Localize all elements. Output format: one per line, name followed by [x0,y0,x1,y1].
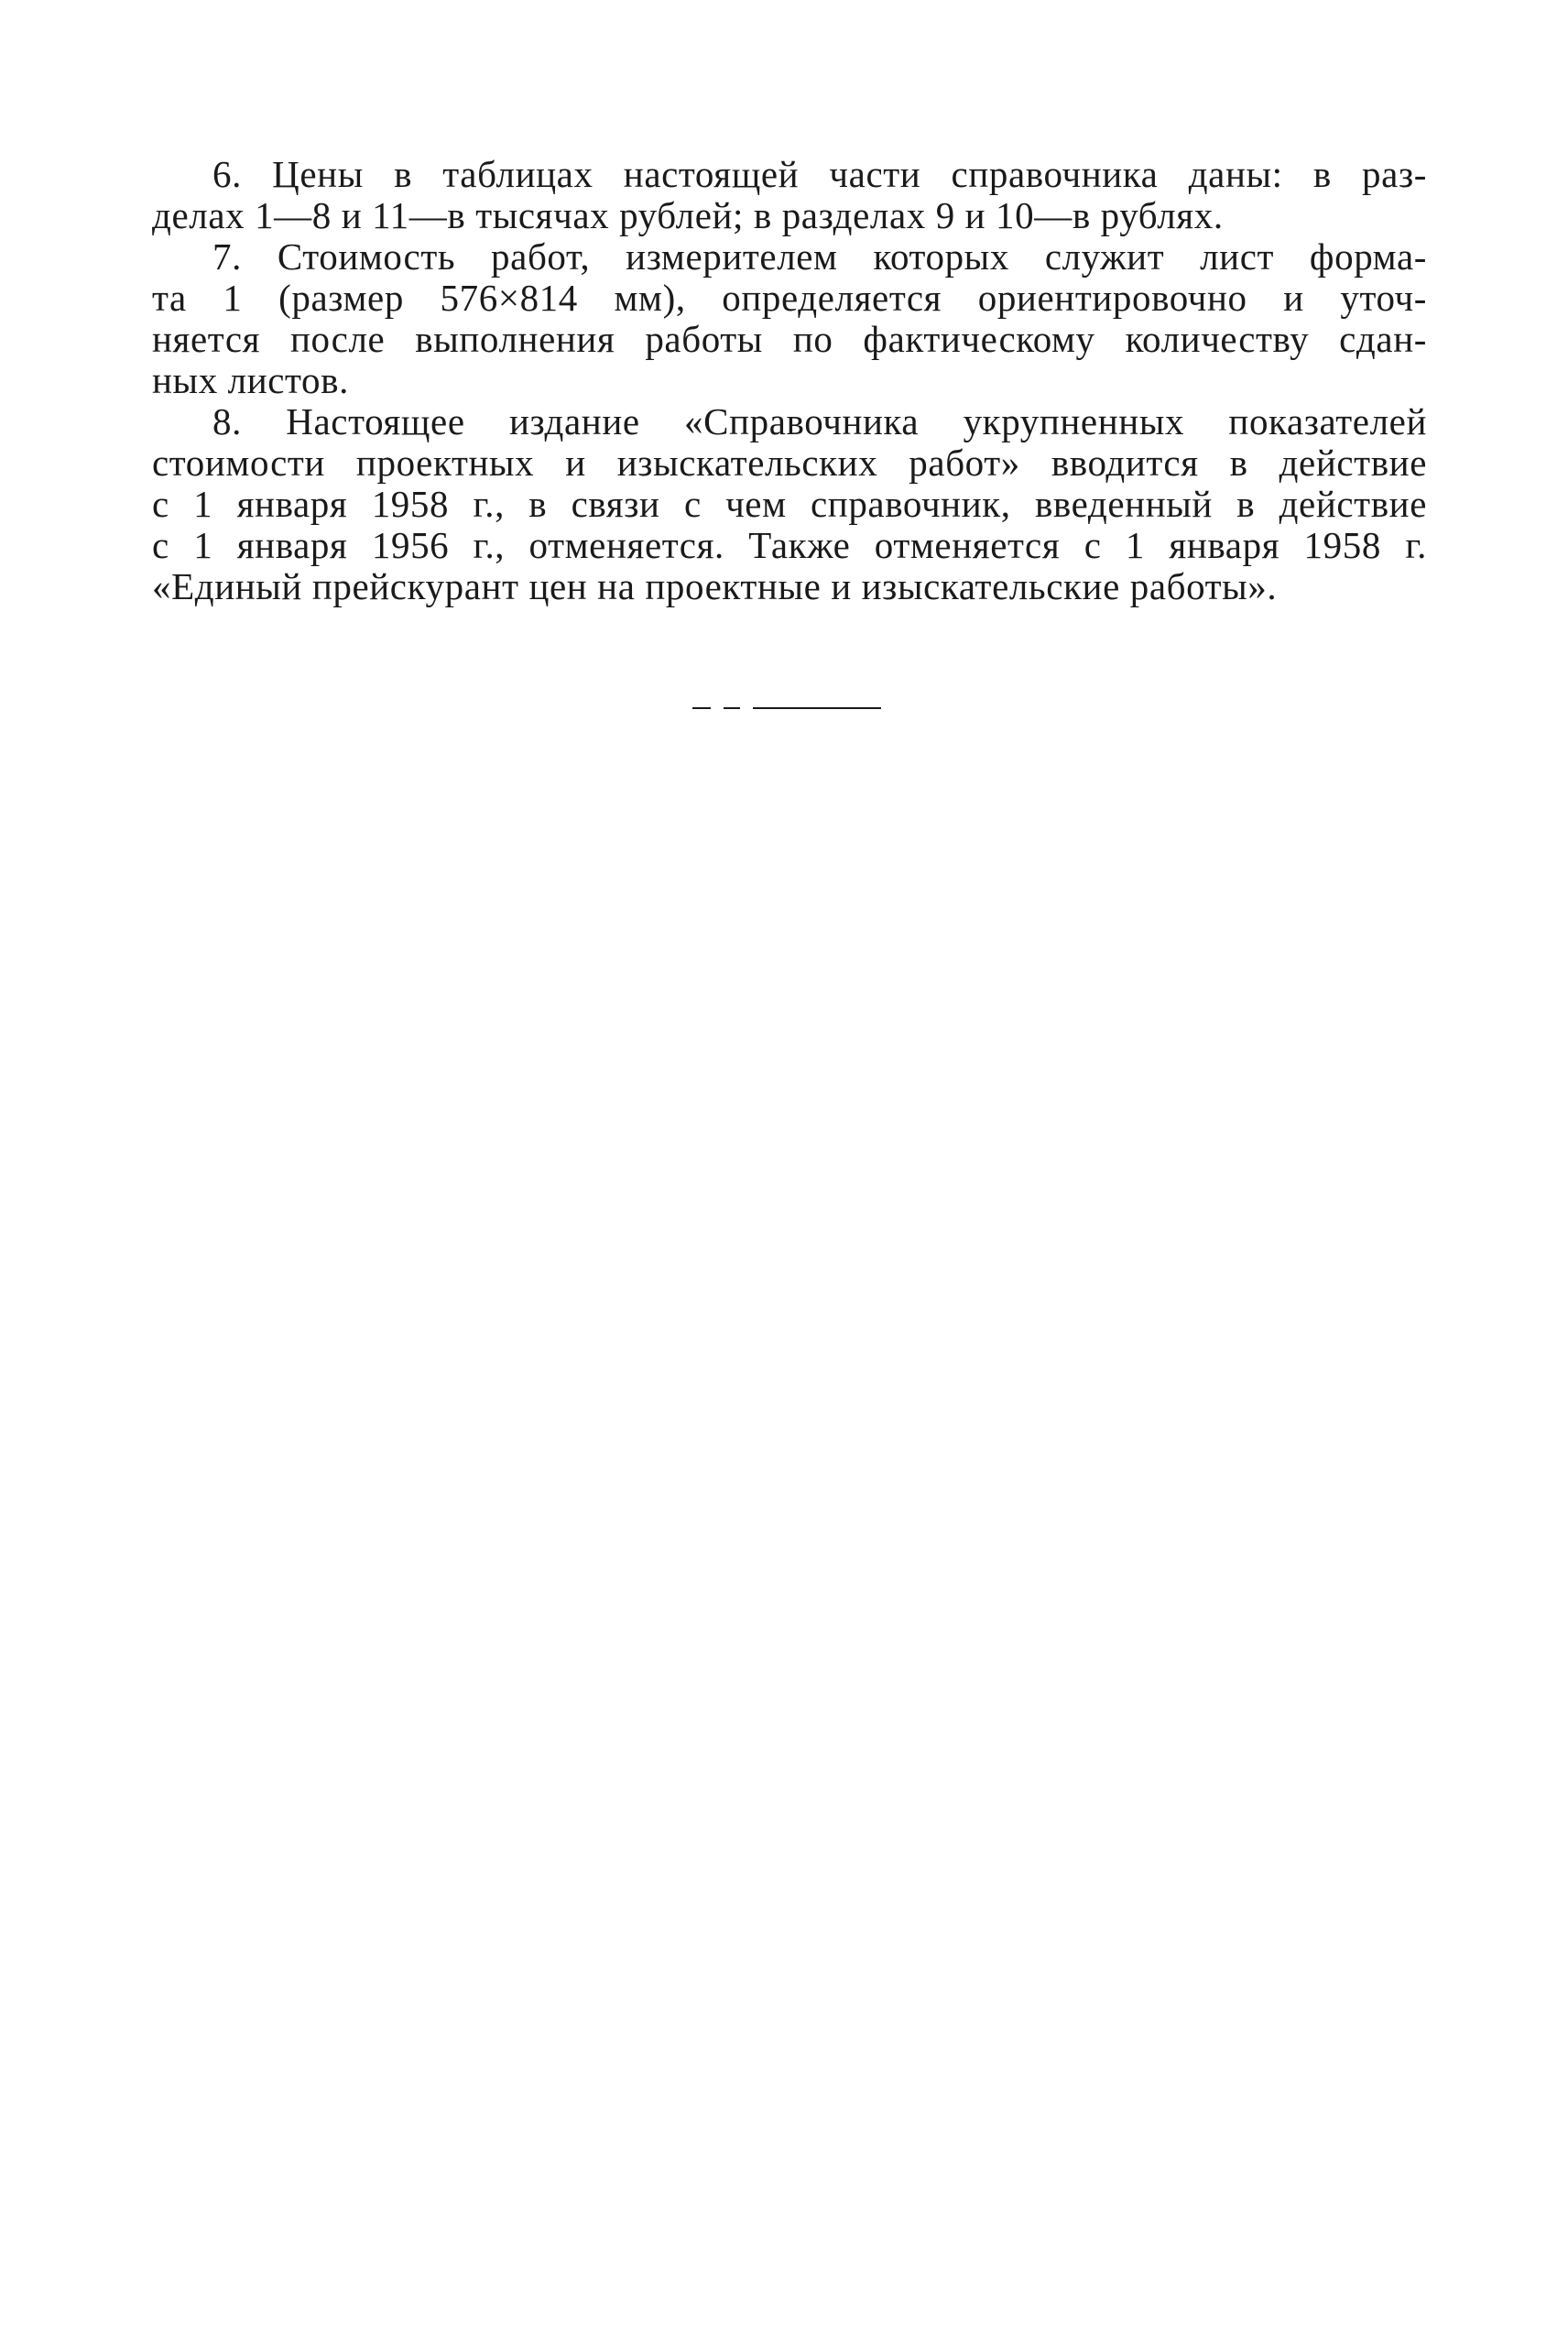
paragraph-line: 7. Стоимость работ, измерителем которых служит лист форма- [212,235,1427,278]
paragraph-line: с 1 января 1958 г., в связи с чем справочник, введенный в действие [152,483,1427,525]
end-rule [692,707,881,709]
paragraph-line: стоимости проектных и изыскательских работ» вводится в действие [152,442,1427,484]
paragraph-7 [152,236,1427,401]
paragraph-line: с 1 января 1956 г., отменяется. Также отменяется с 1 января 1958 г. [152,524,1427,566]
body-text [152,154,1427,607]
paragraph-line: та 1 (размер 576×814 мм), определяется ориентировочно и уточ- [152,277,1427,319]
paragraph-line: делах 1—8 и 11—в тысячах рублей; в разделах 9 и 10—в рублях. [152,194,1224,236]
paragraph-line: 6. Цены в таблицах настоящей части справочника даны: в раз- [212,153,1427,195]
paragraph-6 [152,154,1427,236]
paragraph-line: ных листов. [152,359,349,401]
paragraph-line: 8. Настоящее издание «Справочника укрупненных показателей [212,400,1427,442]
paragraph-line: няется после выполнения работы по фактическому количеству сдан- [152,318,1427,360]
paragraph-8 [152,401,1427,607]
paragraph-line: «Единый прейскурант цен на проектные и изыскательские работы». [152,565,1278,607]
